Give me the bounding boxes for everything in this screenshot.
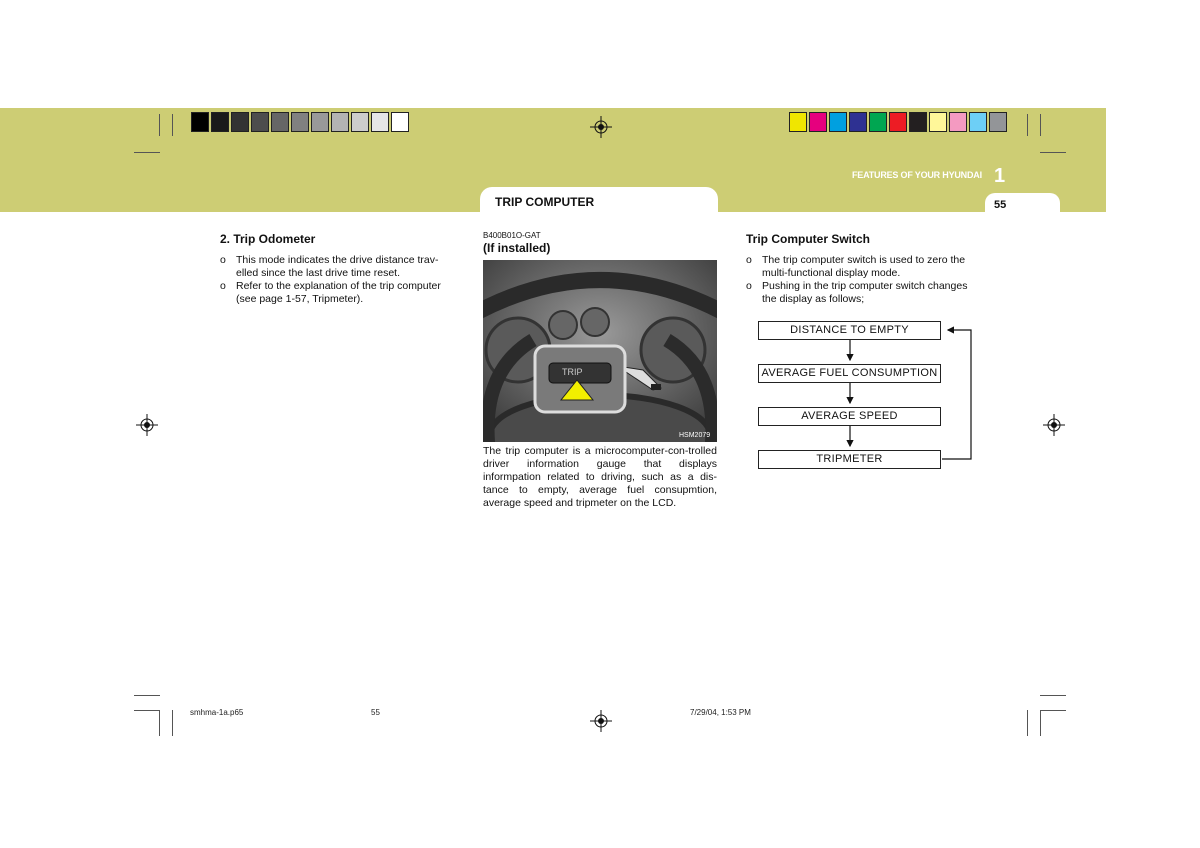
trip-computer-description: The trip computer is a microcomputer-con-trolled driver information gauge that displays informpation related to driving, such as a dis-tance to empty, average fuel consupmtion, average speed and tripmeter on the LCD. bbox=[483, 445, 717, 509]
crop-mark bbox=[1040, 114, 1041, 136]
color-swatch bbox=[949, 112, 967, 132]
crop-mark bbox=[172, 114, 173, 136]
registration-mark-icon bbox=[136, 414, 158, 436]
trip-odometer-heading: 2. Trip Odometer bbox=[220, 232, 316, 246]
trip-button-label: TRIP bbox=[562, 367, 583, 377]
color-swatch bbox=[989, 112, 1007, 132]
trip-computer-switch-heading: Trip Computer Switch bbox=[746, 232, 871, 246]
color-swatch bbox=[829, 112, 847, 132]
page-number-tab bbox=[985, 193, 1060, 213]
registration-mark-icon bbox=[1043, 414, 1065, 436]
crop-mark bbox=[134, 710, 160, 711]
section-label: FEATURES OF YOUR HYUNDAI bbox=[852, 170, 982, 180]
display-mode-flow-arrows bbox=[745, 320, 985, 470]
flow-step-tripmeter: TRIPMETER bbox=[758, 450, 941, 469]
color-swatch bbox=[251, 112, 269, 132]
crop-mark bbox=[172, 710, 173, 736]
color-swatch bbox=[849, 112, 867, 132]
color-swatch bbox=[869, 112, 887, 132]
color-swatch bbox=[909, 112, 927, 132]
color-swatch bbox=[969, 112, 987, 132]
color-swatch bbox=[291, 112, 309, 132]
crop-mark bbox=[1027, 710, 1028, 736]
color-swatch bbox=[789, 112, 807, 132]
color-swatch bbox=[809, 112, 827, 132]
dashboard-photo bbox=[483, 260, 717, 442]
footer-page: 55 bbox=[371, 708, 380, 717]
color-swatch bbox=[351, 112, 369, 132]
page-number: 55 bbox=[994, 199, 1007, 211]
color-swatch bbox=[331, 112, 349, 132]
list-item: o This mode indicates the drive distance trav-elled since the last drive time reset. bbox=[220, 254, 439, 279]
crop-mark bbox=[1040, 695, 1066, 696]
dashboard-illustration bbox=[483, 260, 717, 442]
color-swatch bbox=[231, 112, 249, 132]
crop-mark bbox=[1027, 114, 1028, 136]
crop-mark bbox=[1040, 710, 1066, 711]
section-number: 1 bbox=[994, 165, 1006, 187]
crop-mark bbox=[134, 695, 160, 696]
flow-step-average-fuel-consumption: AVERAGE FUEL CONSUMPTION bbox=[758, 364, 941, 383]
footer-file-name: smhma-1a.p65 bbox=[190, 708, 244, 717]
color-swatch bbox=[371, 112, 389, 132]
flow-step-distance-to-empty: DISTANCE TO EMPTY bbox=[758, 321, 941, 340]
if-installed-heading: (If installed) bbox=[483, 241, 551, 255]
color-swatch bbox=[271, 112, 289, 132]
registration-mark-icon bbox=[590, 116, 612, 138]
color-swatch bbox=[211, 112, 229, 132]
crop-mark bbox=[1040, 710, 1041, 736]
color-swatch bbox=[391, 112, 409, 132]
trip-odometer-bullets bbox=[220, 254, 456, 306]
crop-mark bbox=[134, 152, 160, 153]
crop-mark bbox=[159, 710, 160, 736]
footer-timestamp: 7/29/04, 1:53 PM bbox=[690, 708, 751, 717]
trip-switch-bullets bbox=[746, 254, 982, 306]
image-caption: HSM2079 bbox=[679, 432, 711, 439]
color-swatch bbox=[311, 112, 329, 132]
flow-step-average-speed: AVERAGE SPEED bbox=[758, 407, 941, 426]
color-swatch bbox=[191, 112, 209, 132]
color-swatch bbox=[889, 112, 907, 132]
list-item: o Refer to the explanation of the trip computer (see page 1-57, Tripmeter). bbox=[220, 280, 441, 305]
crop-mark bbox=[1040, 152, 1066, 153]
document-code: B400B01O-GAT bbox=[483, 231, 541, 240]
registration-mark-icon bbox=[590, 710, 612, 732]
crop-mark bbox=[159, 114, 160, 136]
page-title: TRIP COMPUTER bbox=[495, 195, 595, 209]
list-item: o The trip computer switch is used to zero the multi-functional display mode. bbox=[746, 254, 966, 279]
color-swatch bbox=[929, 112, 947, 132]
page-title-tab bbox=[480, 187, 718, 213]
list-item: o Pushing in the trip computer switch changes the display as follows; bbox=[746, 280, 968, 305]
